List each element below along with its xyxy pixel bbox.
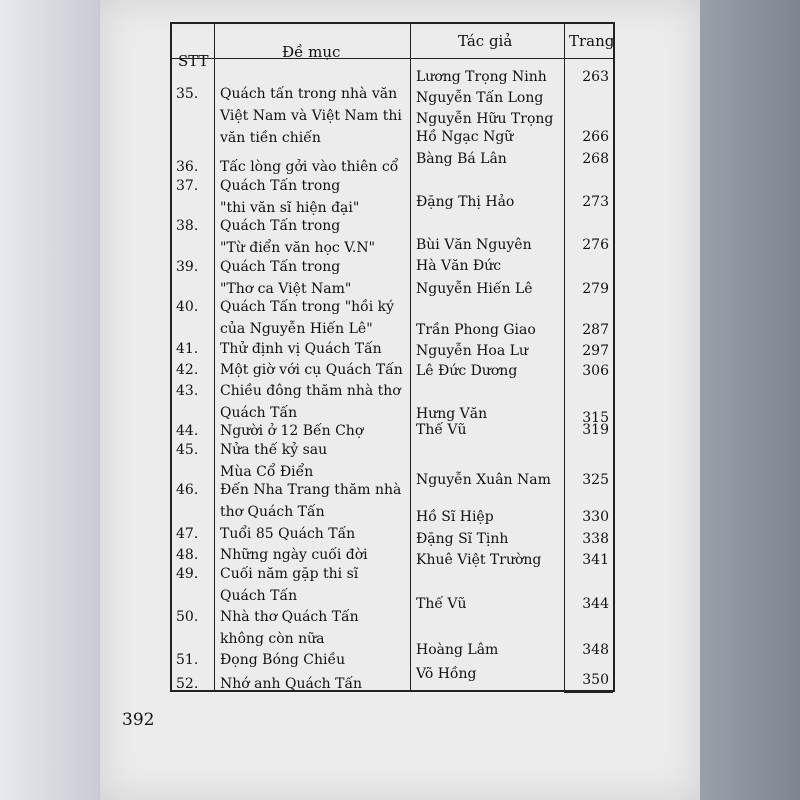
background-right	[700, 0, 800, 800]
row-number: 38.	[176, 218, 199, 234]
row-number: 40.	[176, 299, 199, 315]
entry-page-number: 276	[582, 237, 609, 253]
entry-author: Lê Đức Dương	[416, 363, 518, 379]
background-left	[0, 0, 100, 800]
row-number: 51.	[176, 652, 199, 668]
column-divider	[410, 24, 411, 690]
header-divider	[172, 58, 613, 59]
header-title: Đề mục	[282, 43, 341, 61]
entry-author: Thế Vũ	[416, 422, 467, 438]
entry-author: Đặng Thị Hảo	[416, 194, 515, 210]
entry-author: Hưng Văn	[416, 406, 488, 422]
header-stt: STT	[178, 52, 209, 70]
entry-author: Nguyễn Xuân Nam	[416, 472, 551, 488]
column-divider	[564, 24, 565, 690]
entry-author: Thế Vũ	[416, 596, 467, 612]
entry-title-line: Người ở 12 Bến Chợ	[220, 423, 364, 439]
entry-author: Đặng Sĩ Tịnh	[416, 531, 509, 547]
entry-title-line: Một giờ với cụ Quách Tấn	[220, 362, 403, 378]
entry-author: Võ Hồng	[416, 666, 477, 682]
entry-title-line: Đọng Bóng Chiều	[220, 652, 346, 668]
entry-page-number: 319	[582, 422, 609, 438]
row-number: 42.	[176, 362, 199, 378]
entry-author: Hà Văn Đức	[416, 258, 502, 274]
entry-author: Hồ Ngạc Ngữ	[416, 129, 514, 145]
entry-author: Nguyễn Hoa Lư	[416, 343, 528, 359]
entry-title-line: "Thơ ca Việt Nam"	[220, 281, 352, 297]
entry-title-line: Thử định vị Quách Tấn	[220, 341, 382, 357]
row-number: 41.	[176, 341, 199, 357]
header-author: Tác giả	[458, 32, 513, 50]
entry-page-number: 287	[582, 322, 609, 338]
column-divider	[214, 24, 215, 690]
entry-title-line: Chiều đông thăm nhà thơ	[220, 383, 401, 399]
entry-author: Nguyễn Hiến Lê	[416, 281, 533, 297]
entry-page-number: 279	[582, 281, 609, 297]
table-of-contents	[170, 22, 615, 692]
entry-title-line: Quách Tấn trong "hồi ký	[220, 299, 395, 315]
entry-page-number: 330	[582, 509, 609, 525]
entry-title-line: văn tiền chiến	[220, 130, 321, 146]
entry-page-number: 325	[582, 472, 609, 488]
row-number: 45.	[176, 442, 199, 458]
entry-author: Nguyễn Tấn Long	[416, 90, 544, 106]
entry-author: Khuê Việt Trường	[416, 552, 542, 568]
entry-page-number: 348	[582, 642, 609, 658]
entry-title-line: Cuối năm gặp thi sĩ	[220, 566, 359, 582]
row-number: 49.	[176, 566, 199, 582]
row-number: 43.	[176, 383, 199, 399]
row-number: 47.	[176, 526, 199, 542]
entry-author: Nguyễn Hữu Trọng	[416, 111, 554, 127]
entry-title-line: Quách Tấn trong	[220, 259, 341, 275]
entry-title-line: "thi văn sĩ hiện đại"	[220, 200, 360, 216]
entry-page-number: 297	[582, 343, 609, 359]
entry-author: Lương Trọng Ninh	[416, 69, 547, 85]
entry-title-line: Quách Tấn trong	[220, 178, 341, 194]
entry-page-number: 350	[582, 672, 609, 688]
row-number: 39.	[176, 259, 199, 275]
entry-author: Bàng Bá Lân	[416, 151, 507, 167]
entry-title-line: Việt Nam và Việt Nam thi	[220, 108, 402, 124]
entry-title-line: Mùa Cổ Điển	[220, 464, 314, 480]
row-number: 36.	[176, 159, 199, 175]
row-number: 52.	[176, 676, 199, 692]
entry-title-line: Quách Tấn trong	[220, 218, 341, 234]
entry-author: Trần Phong Giao	[416, 322, 536, 338]
entry-page-number: 268	[582, 151, 609, 167]
entry-page-number: 273	[582, 194, 609, 210]
entry-title-line: Nhà thơ Quách Tấn	[220, 609, 359, 625]
entry-title-line: không còn nữa	[220, 631, 325, 647]
row-number: 46.	[176, 482, 199, 498]
entry-page-number: 315	[582, 410, 609, 426]
entry-title-line: Quách Tấn	[220, 588, 298, 604]
entry-title-line: "Từ điển văn học V.N"	[220, 240, 376, 256]
entry-title-line: thơ Quách Tấn	[220, 504, 325, 520]
row-number: 37.	[176, 178, 199, 194]
row-number: 35.	[176, 86, 199, 102]
entry-title-line: Nửa thế kỷ sau	[220, 442, 328, 458]
entry-title-line: Quách tấn trong nhà văn	[220, 86, 398, 102]
bottom-divider	[564, 692, 613, 693]
entry-author: Bùi Văn Nguyên	[416, 237, 532, 253]
entry-title-line: Nhớ anh Quách Tấn	[220, 676, 363, 692]
row-number: 50.	[176, 609, 199, 625]
entry-author: Hồ Sĩ Hiệp	[416, 509, 494, 525]
entry-title-line: Tấc lòng gởi vào thiên cổ	[220, 159, 399, 175]
entry-page-number: 344	[582, 596, 609, 612]
entry-page-number: 266	[582, 129, 609, 145]
entry-page-number: 341	[582, 552, 609, 568]
page-number: 392	[122, 710, 155, 730]
entry-page-number: 263	[582, 69, 609, 85]
row-number: 48.	[176, 547, 199, 563]
entry-title-line: Tuổi 85 Quách Tấn	[220, 526, 356, 542]
entry-page-number: 338	[582, 531, 609, 547]
entry-title-line: Đến Nha Trang thăm nhà	[220, 482, 402, 498]
entry-title-line: Quách Tấn	[220, 405, 298, 421]
row-number: 44.	[176, 423, 199, 439]
entry-page-number: 306	[582, 363, 609, 379]
header-page: Trang	[569, 32, 615, 50]
entry-title-line: Những ngày cuối đời	[220, 547, 368, 563]
entry-author: Hoàng Lâm	[416, 642, 499, 658]
entry-title-line: của Nguyễn Hiến Lê"	[220, 321, 373, 337]
